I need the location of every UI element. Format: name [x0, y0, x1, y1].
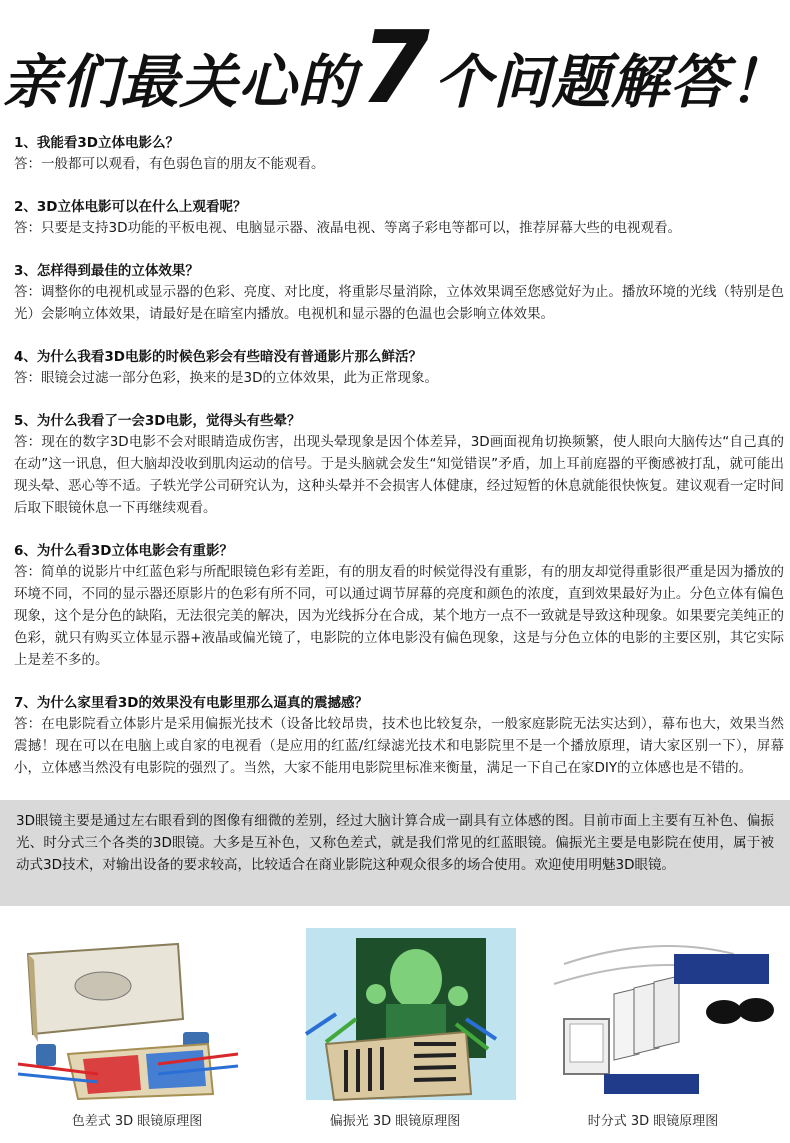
title-part2: 个问题解答！ [433, 48, 788, 116]
title-number: 7 [360, 9, 430, 126]
anaglyph-glasses-icon [8, 924, 266, 1104]
figure-caption-3: 时分式 3D 眼镜原理图 [587, 1114, 719, 1129]
figure-shutter [524, 924, 782, 1136]
answer-7: 答：在电影院看立体影片是采用偏振光技术（设备比较昂贵，技术也比较复杂，一般家庭影院无法实达到），幕布也大，效果当然震撼！现在可以在电脑上或自家的电视看（是应用的红蓝/红绿滤光技术和电影院里不是一个播放原理，请大家区别一下），屏幕小，立体感当然没有电影院的强烈了。当然，大家不能用电影院里标准来衡量，满足一下自己在家DIY的立体感也是不错的。 [14, 716, 784, 776]
qa-item-4 [14, 347, 784, 389]
qa-item-1 [14, 133, 784, 175]
qa-item-7 [14, 693, 784, 779]
summary-text: 3D眼镜主要是通过左右眼看到的图像有细微的差别，经过大脑计算合成一副具有立体感的图。目前市面上主要有互补色、偏振光、时分式三个各类的3D眼镜。大多是互补色，又称色差式，就是我们常见的红蓝眼镜。偏振光主要是电影院在使用，属于被动式3D技术，对输出设备的要求较高，比较适合在商业影院这种观众很多的场合使用。欢迎使用明魅3D眼镜。 [16, 813, 774, 873]
figure-caption-2: 偏振光 3D 眼镜原理图 [329, 1114, 461, 1129]
figure-polarized [266, 924, 524, 1136]
figure-anaglyph [8, 924, 266, 1136]
qa-item-6 [14, 541, 784, 671]
question-5: 5、为什么我看了一会3D电影，觉得头有些晕？ [14, 413, 301, 429]
answer-6: 答：简单的说影片中红蓝色彩与所配眼镜色彩有差距，有的朋友看的时候觉得没有重影，有的朋友却觉得重影很严重是因为播放的环境不同，不同的显示器还原影片的色彩有所不同，可以通过调节屏幕的亮度和颜色的浓度，直到效果最好为止。分色立体有偏色现象，这个是分色的缺陷，无法很完美的解决，因为光线拆分在合成，某个地方一点不一致就是导致这种现象。如果要完美纯正的色彩，就只有购买立体显示器+液晶或偏光镜了，电影院的立体电影没有偏色现象，这是与分色立体的电影的主要区别，其它实际上是差不多的。 [14, 564, 784, 668]
qa-item-5 [14, 411, 784, 519]
answer-2: 答：只要是支持3D功能的平板电视、电脑显示器、液晶电视、等离子彩电等都可以，推荐屏幕大些的电视观看。 [14, 220, 681, 236]
title-part1: 亲们最关心的 [2, 48, 357, 116]
question-3: 3、怎样得到最佳的立体效果？ [14, 263, 199, 279]
qa-list [14, 133, 784, 801]
question-4: 4、为什么我看3D电影的时候色彩会有些暗没有普通影片那么鲜活？ [14, 349, 422, 365]
answer-1: 答：一般都可以观看，有色弱色盲的朋友不能观看。 [14, 156, 325, 172]
figure-caption-1: 色差式 3D 眼镜原理图 [71, 1114, 203, 1129]
answer-5: 答：现在的数字3D电影不会对眼睛造成伤害，出现头晕现象是因个体差异，3D画面视角切换频繁，使人眼向大脑传达“自己真的在动”这一讯息，但大脑却没收到肌肉运动的信号。于是头脑就会发生“知觉错误”矛盾，加上耳前庭器的平衡感被打乱，就可能出现头晕、恶心等不适。子轶光学公司研究认为，这种头晕并不会损害人体健康，经过短暂的休息就能很快恢复。建议观看一定时间后取下眼镜休息一下再继续观看。 [14, 434, 784, 516]
qa-item-3 [14, 261, 784, 325]
shutter-glasses-icon [524, 924, 782, 1104]
qa-item-2 [14, 197, 784, 239]
answer-3: 答：调整你的电视机或显示器的色彩、亮度、对比度，将重影尽量消除，立体效果调至您感觉好为止。播放环境的光线（特别是色光）会影响立体效果，请最好是在暗室内播放。电视机和显示器的色温也会影响立体效果。 [14, 284, 784, 322]
figures-row [0, 918, 790, 1143]
question-7: 7、为什么家里看3D的效果没有电影里那么逼真的震撼感？ [14, 695, 368, 711]
page-title [0, 9, 790, 126]
question-2: 2、3D立体电影可以在什么上观看呢？ [14, 199, 247, 215]
question-6: 6、为什么看3D立体电影会有重影？ [14, 543, 233, 559]
summary-box [0, 800, 790, 906]
polarized-glasses-icon [266, 924, 524, 1104]
question-1: 1、我能看3D立体电影么？ [14, 135, 179, 151]
answer-4: 答：眼镜会过滤一部分色彩，换来的是3D的立体效果，此为正常现象。 [14, 370, 438, 386]
